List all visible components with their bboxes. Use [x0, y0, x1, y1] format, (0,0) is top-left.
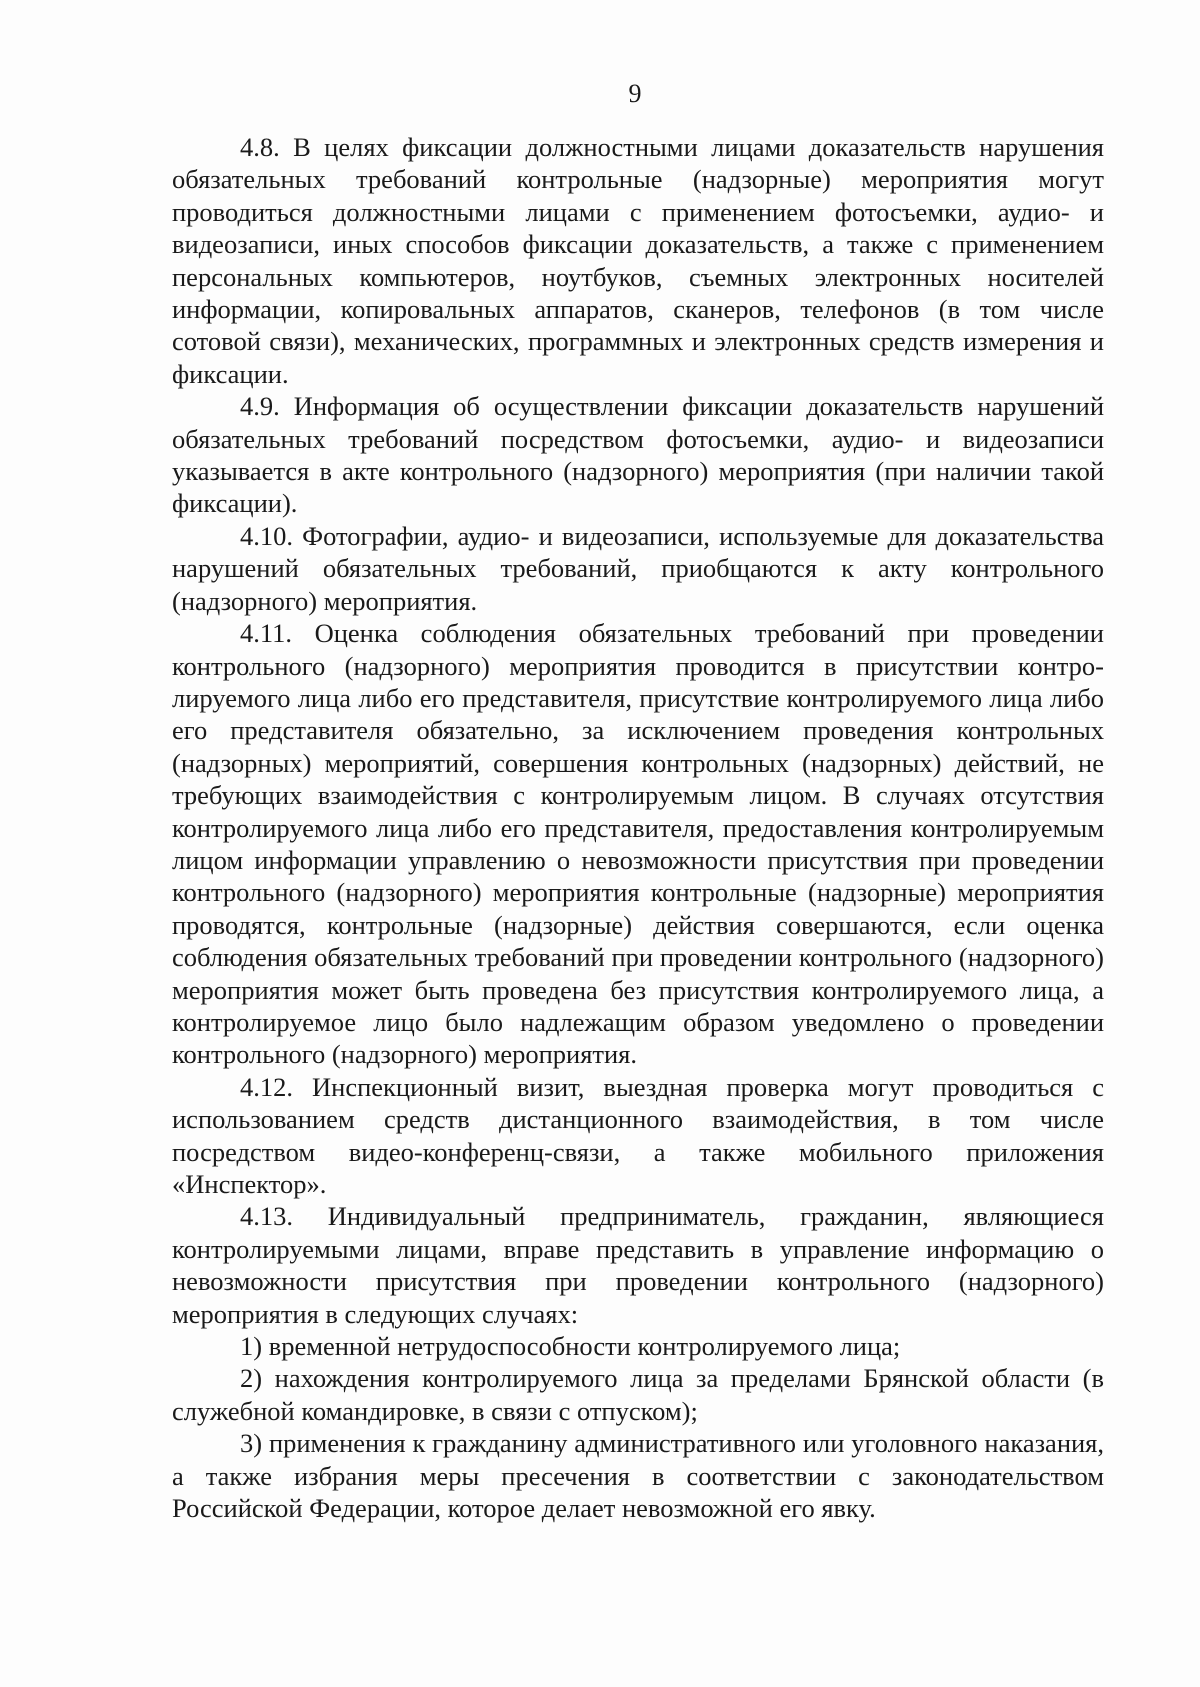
paragraph-4-10: 4.10. Фотографии, аудио- и видеозаписи, используемые для доказательства нарушений обязательных требований, приобщаются к акту контрольного (надзорного) мероприятия.: [172, 520, 1104, 616]
paragraph-4-8: 4.8. В целях фиксации должностными лицами доказательств нарушения обязательных требований контрольные (надзорные) мероприятия могут проводиться должностными лицами с применением фотосъемки, аудио- и видеозаписи, иных способов фиксации доказательств, а также с применением персональных компьютеров, ноутбуков, съемных электронных носителей информации, копировальных аппаратов, сканеров, телефонов (в том числе сотовой связи), механических, программных и электронных средств измерения и фиксации.: [172, 132, 1104, 389]
document-body: [172, 131, 1104, 1524]
page-number: 9: [628, 79, 642, 108]
paragraph-4-13: 4.13. Индивидуальный предприниматель, гражданин, являющиеся контролируемыми лицами, вправе представить в управление информацию о невозможности присутствия при проведении контрольного (надзорного) мероприятия в следующих случаях:: [172, 1201, 1104, 1329]
list-item-2: 2) нахождения контролируемого лица за пределами Брянской области (в служебной командировке, в связи с отпуском);: [172, 1363, 1104, 1426]
list-item-1: 1) временной нетрудоспособности контролируемого лица;: [240, 1331, 901, 1362]
list-item-3: 3) применения к гражданину административного или уголовного наказания, а также избрания меры пресечения в соответствии с законодательством Российской Федерации, которое делает невозможной его явку.: [172, 1428, 1104, 1524]
paragraph-4-12: 4.12. Инспекционный визит, выездная проверка могут проводиться с использованием средств дистанционного взаимодействия, в том числе посредством видео-конференц-связи, а также мобильного приложения «Инспектор».: [172, 1071, 1104, 1199]
paragraph-4-11: 4.11. Оценка соблюдения обязательных требований при проведении контрольного (надзорного) мероприятия проводится в присутствии контролируемого лица либо его представителя, присутствие контролируемого лица либо его представителя обязательно, за исключением проведения контрольных (надзорных) мероприятий, совершения контрольных (надзорных) действий, не требующих взаимодействия с контролируемым лицом. В случаях отсутствия контролируемого лица либо его представителя, предоставления контролируемым лицом информации управлению о невозможности присутствия при проведении контрольного (надзорного) мероприятия контрольные (надзорные) мероприятия проводятся, контрольные (надзорные) действия совершаются, если оценка соблюдения обязательных требований при проведении контрольного (надзорного) мероприятия может быть проведена без присутствия контролируемого лица, а контролируемое лицо было надлежащим образом уведомлено о проведении контрольного (надзорного) мероприятия.: [172, 618, 1104, 1070]
paragraph-4-9: 4.9. Информация об осуществлении фиксации доказательств нарушений обязательных требований посредством фотосъемки, аудио- и видеозаписи указывается в акте контрольного (надзорного) мероприятия (при наличии такой фиксации).: [172, 391, 1104, 519]
